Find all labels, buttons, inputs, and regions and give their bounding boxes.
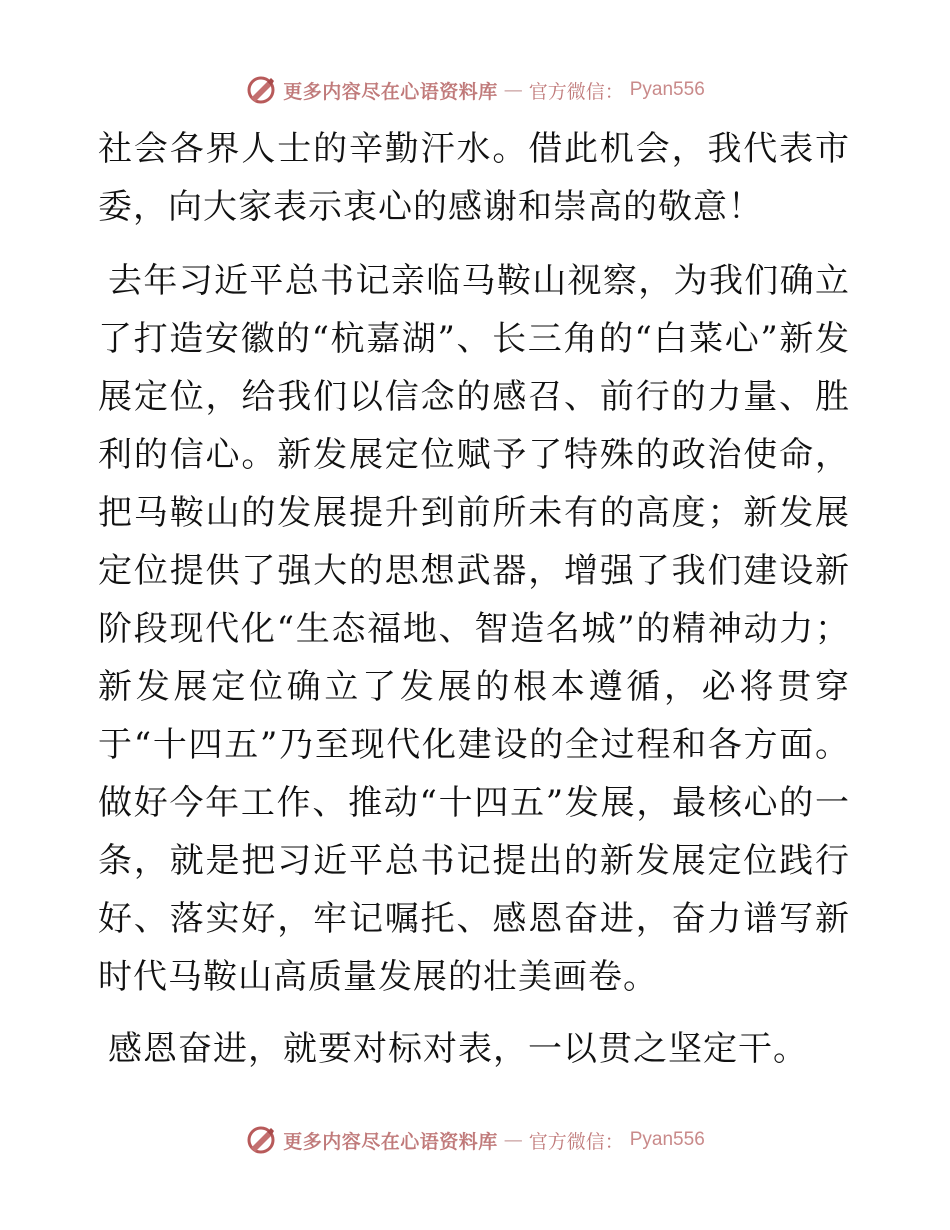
footer-watermark-banner [0,1120,950,1160]
header-watermark-banner [0,70,950,110]
watermark-dash: — [503,79,523,101]
watermark-dash: — [503,1129,523,1151]
watermark-official-label: 官方微信： [528,1130,624,1153]
paragraph-3: 感恩奋进，就要对标对表，一以贯之坚定干。 [108,1029,808,1069]
document-body [98,120,850,1078]
library-logo-icon [245,1124,277,1156]
watermark-account: Pyan556 [629,79,705,100]
watermark-site-text: 更多内容尽在心语资料库 [283,80,498,103]
watermark-account: Pyan556 [629,1129,705,1150]
watermark-official-label: 官方微信： [528,80,624,103]
library-logo-icon [245,74,277,106]
watermark-site-text: 更多内容尽在心语资料库 [283,1130,498,1153]
paragraph-2: 去年习近平总书记亲临马鞍山视察，为我们确立了打造安徽的“杭嘉湖”、长三角的“白菜心”新发展定位，给我们以信念的感召、前行的力量、胜利的信心。新发展定位赋予了特殊的政治使命，把马鞍山的发展提升到前所未有的高度；新发展定位提供了强大的思想武器，增强了我们建设新阶段现代化“生态福地、智造名城”的精神动力；新发展定位确立了发展的根本遵循，必将贯穿于“十四五”乃至现代化建设的全过程和各方面。做好今年工作、推动“十四五”发展，最核心的一条，就是把习近平总书记提出的新发展定位践行好、落实好，牢记嘱托、感恩奋进，奋力谱写新时代马鞍山高质量发展的壮美画卷。 [98,261,850,997]
paragraph-1: 社会各界人士的辛勤汗水。借此机会，我代表市委，向大家表示衷心的感谢和崇高的敬意！ [98,129,850,227]
